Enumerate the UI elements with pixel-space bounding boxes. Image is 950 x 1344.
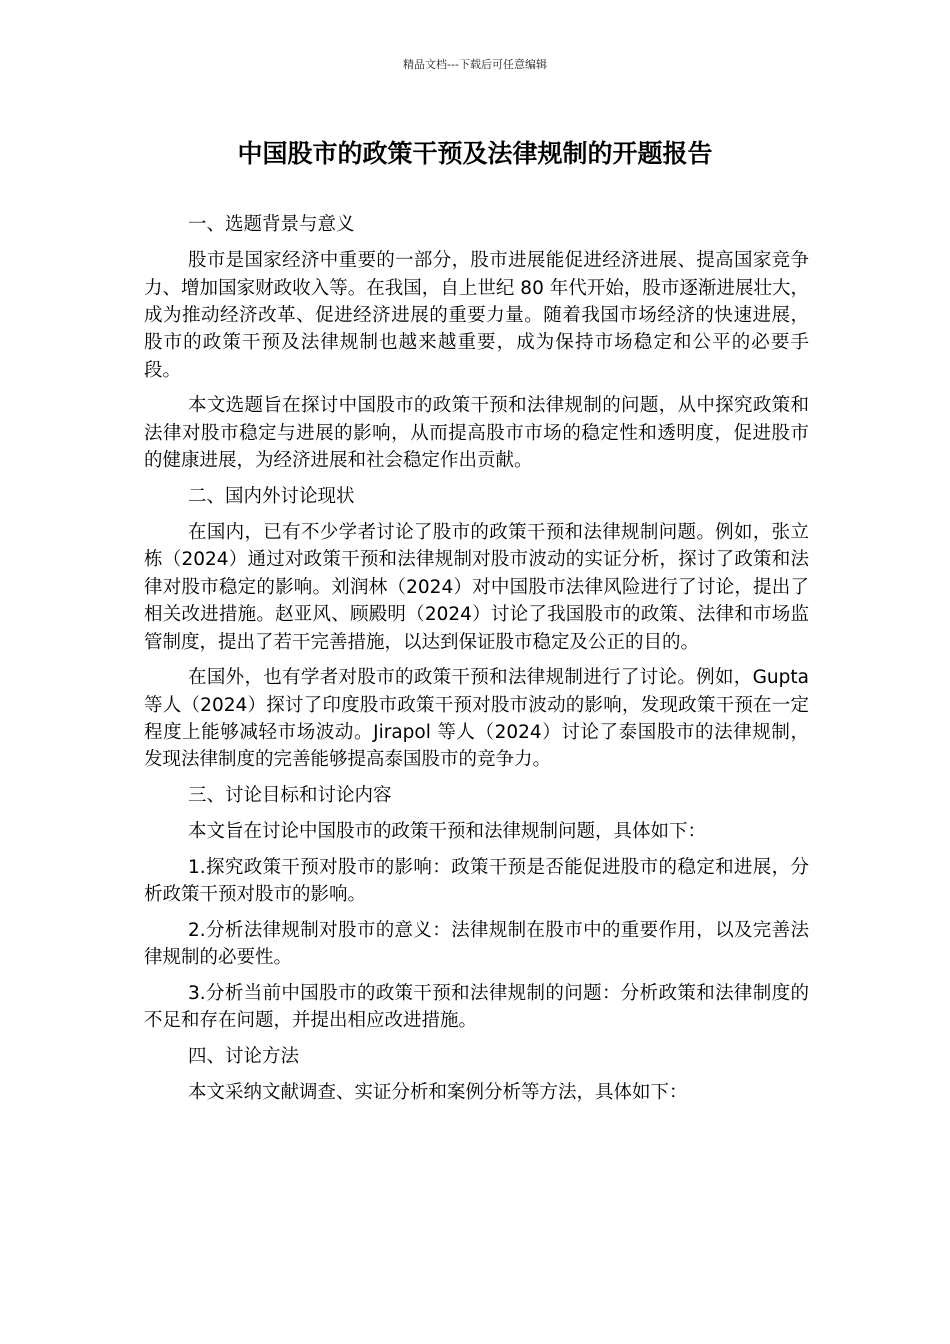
paragraph-background-2: 本文选题旨在探讨中国股市的政策干预和法律规制的问题，从中探究政策和法律对股市稳定与进展的影响，从而提高股市市场的稳定性和透明度，促进股市的健康进展，为经济进展和社会稳定作出贡献。 bbox=[144, 395, 809, 472]
paragraph-goals-intro: 本文旨在讨论中国股市的政策干预和法律规制问题，具体如下： bbox=[188, 821, 707, 843]
document-body bbox=[144, 211, 809, 1115]
section-heading-goals: 三、讨论目标和讨论内容 bbox=[188, 785, 392, 807]
section-heading-research-status: 二、国内外讨论现状 bbox=[188, 485, 355, 507]
paragraph-domestic-research: 在国内，已有不少学者讨论了股市的政策干预和法律规制问题。例如，张立栋（2024）通过对政策干预和法律规制对股市波动的实证分析，探讨了政策和法律对股市稳定的影响。刘润林（2024）对中国股市法律风险进行了讨论，提出了相关改进措施。赵亚风、顾殿明（2024）讨论了我国股市的政策、法律和市场监管制度，提出了若干完善措施，以达到保证股市稳定及公正的目的。 bbox=[144, 522, 809, 653]
paragraph-methods-intro: 本文采纳文献调查、实证分析和案例分析等方法，具体如下： bbox=[188, 1082, 688, 1104]
list-item-goal-1: 1.探究政策干预对股市的影响：政策干预是否能促进股市的稳定和进展，分析政策干预对股市的影响。 bbox=[144, 856, 809, 906]
paragraph-background-1: 股市是国家经济中重要的一部分，股市进展能促进经济进展、提高国家竞争力、增加国家财政收入等。在我国，自上世纪 80 年代开始，股市逐渐进展壮大，成为推动经济改革、促进经济进展的重要力量。随着我国市场经济的快速进展，股市的政策干预及法律规制也越来越重要，成为保持市场稳定和公平的必要手段。 bbox=[144, 250, 809, 381]
list-item-goal-3: 3.分析当前中国股市的政策干预和法律规制的问题：分析政策和法律制度的不足和存在问题，并提出相应改进措施。 bbox=[144, 982, 809, 1032]
section-heading-background: 一、选题背景与意义 bbox=[188, 214, 355, 235]
section-heading-methods: 四、讨论方法 bbox=[188, 1045, 300, 1067]
page-header-note: 精品文档---下载后可任意编辑 bbox=[403, 58, 547, 71]
paragraph-foreign-research: 在国外，也有学者对股市的政策干预和法律规制进行了讨论。例如，Gupta 等人（2024）探讨了印度股市政策干预对股市波动的影响，发现政策干预在一定程度上能够减轻市场波动。Jirapol 等人（2024）讨论了泰国股市的法律规制，发现法律制度的完善能够提高泰国股市的竞争力。 bbox=[144, 667, 809, 771]
list-item-goal-2: 2.分析法律规制对股市的意义：法律规制在股市中的重要作用，以及完善法律规制的必要性。 bbox=[144, 919, 809, 969]
document-title: 中国股市的政策干预及法律规制的开题报告 bbox=[237, 139, 713, 168]
